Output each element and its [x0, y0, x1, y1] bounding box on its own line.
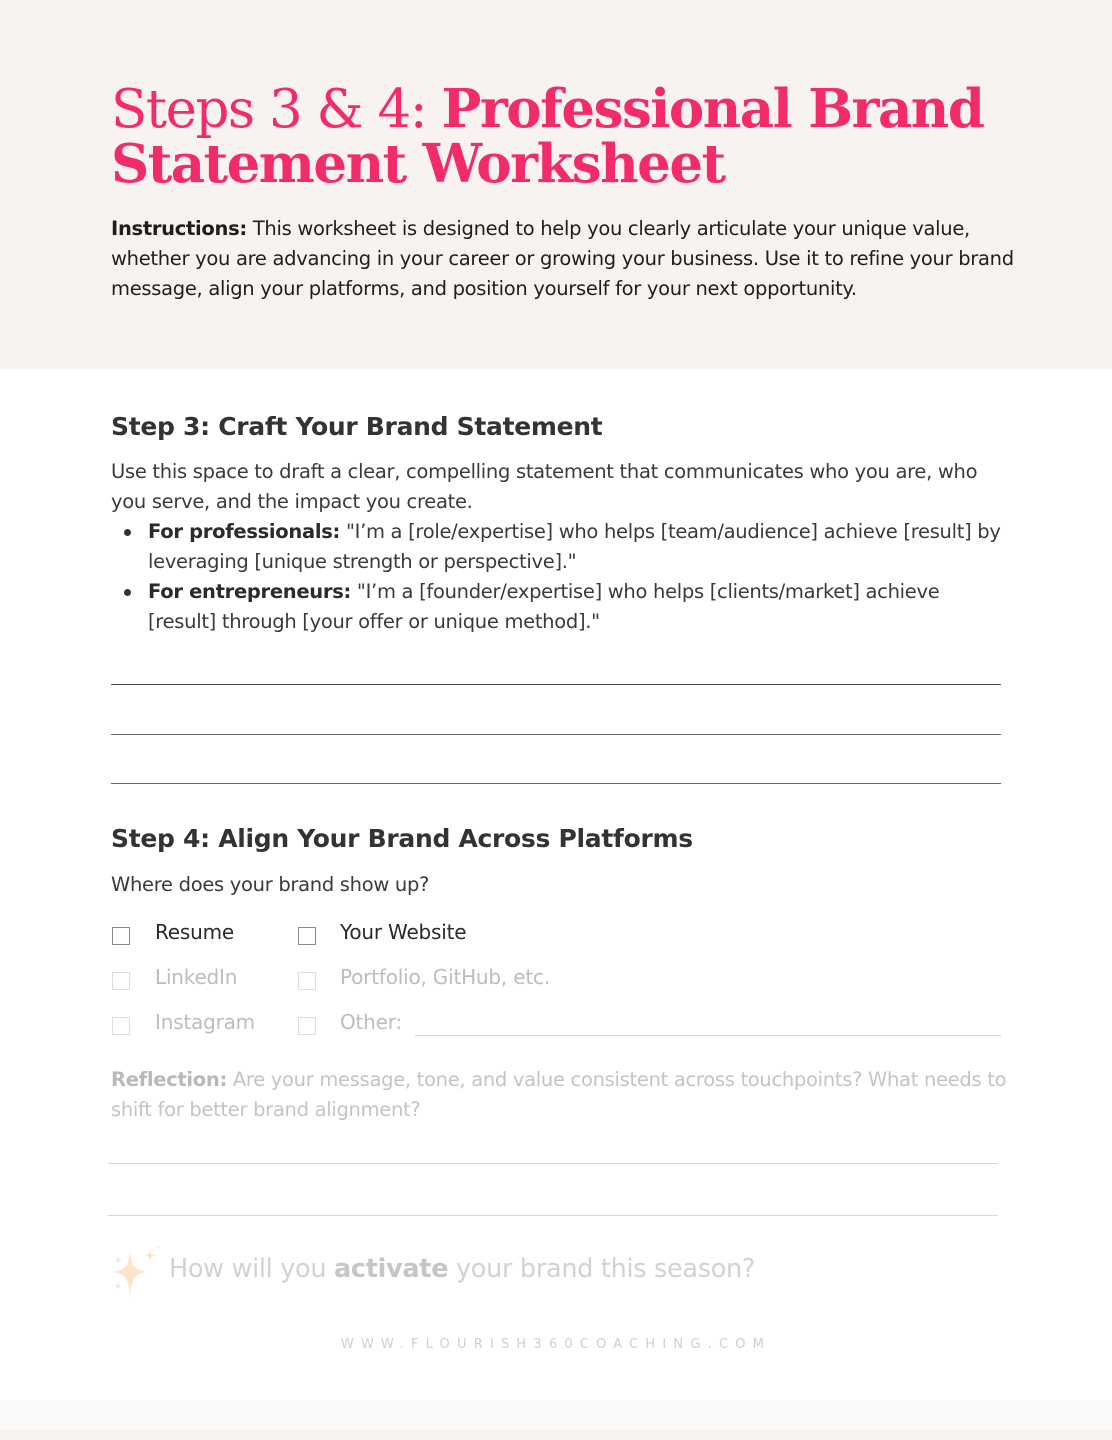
checkbox-label-website: Your Website	[340, 920, 467, 944]
reflection-text: Are your message, tone, and value consistent across touchpoints? What needs to shift for better brand alignment?	[111, 1068, 1007, 1121]
answer-line-3[interactable]	[111, 783, 1001, 784]
reflection-label: Reflection:	[111, 1068, 227, 1091]
bullet-label: For professionals:	[148, 520, 341, 543]
activate-bold: activate	[334, 1254, 449, 1284]
bottom-band	[0, 1430, 1112, 1440]
title-main-line2: Statement Worksheet	[111, 133, 725, 195]
answer-line-1[interactable]	[111, 684, 1001, 685]
instructions	[111, 214, 1031, 304]
instructions-label: Instructions:	[111, 217, 247, 240]
reflection-line-1[interactable]	[108, 1163, 998, 1164]
checkbox-other[interactable]	[298, 1017, 316, 1035]
checkbox-instagram[interactable]	[112, 1017, 130, 1035]
checkbox-website[interactable]	[298, 927, 316, 945]
checkbox-label-portfolio: Portfolio, GitHub, etc.	[340, 965, 550, 989]
checkbox-label-linkedin: LinkedIn	[155, 965, 238, 989]
step4-question: Where does your brand show up?	[111, 873, 430, 896]
instructions-text: This worksheet is designed to help you clearly articulate your unique value, whether you are advancing in your career or growing your business. Use it to refine your brand message, align your platforms, and position yourself for your next opportunity.	[111, 217, 1014, 300]
other-input-line[interactable]	[415, 1035, 1001, 1036]
activate-before: How will you	[169, 1254, 335, 1284]
bullet-text: "I’m a [founder/expertise] who helps [clients/market] achieve [result] through [your offer or unique method]."	[148, 580, 940, 633]
checkbox-resume[interactable]	[112, 927, 130, 945]
bullet-icon	[124, 529, 131, 536]
step3-description: Use this space to draft a clear, compelling statement that communicates who you are, who you serve, and the impact you create.	[111, 460, 978, 513]
header-banner	[0, 0, 1112, 369]
activate-after: your brand this season?	[448, 1254, 756, 1284]
bullet-icon	[124, 589, 131, 596]
checkbox-label-resume: Resume	[155, 920, 234, 944]
answer-line-2[interactable]	[111, 734, 1001, 735]
step4-heading: Step 4: Align Your Brand Across Platforms	[111, 824, 693, 853]
reflection-prompt	[111, 1065, 1011, 1125]
checkbox-label-instagram: Instagram	[155, 1010, 255, 1034]
bullet-label: For entrepreneurs:	[148, 580, 352, 603]
reflection-line-2[interactable]	[108, 1215, 998, 1216]
bullet-text: "I’m a [role/expertise] who helps [team/audience] achieve [result] by leveraging [unique strength or perspective]."	[148, 520, 1001, 573]
list-item	[111, 517, 1011, 577]
title-main-line1: Professional Brand	[441, 78, 984, 140]
template-list	[111, 517, 1011, 637]
sparkle-icon	[104, 1242, 168, 1306]
step3-heading: Step 3: Craft Your Brand Statement	[111, 412, 603, 441]
checkbox-linkedin[interactable]	[112, 972, 130, 990]
title-prefix: Steps 3 & 4:	[111, 79, 442, 140]
bottom-strip	[0, 1400, 1112, 1430]
activate-prompt	[169, 1254, 755, 1284]
checkbox-label-other: Other:	[340, 1010, 402, 1034]
page-title	[111, 78, 1011, 195]
footer-website-url[interactable]: WWW.FLOURISH360COACHING.COM	[340, 1337, 772, 1352]
checkbox-portfolio[interactable]	[298, 972, 316, 990]
list-item	[111, 577, 1011, 637]
